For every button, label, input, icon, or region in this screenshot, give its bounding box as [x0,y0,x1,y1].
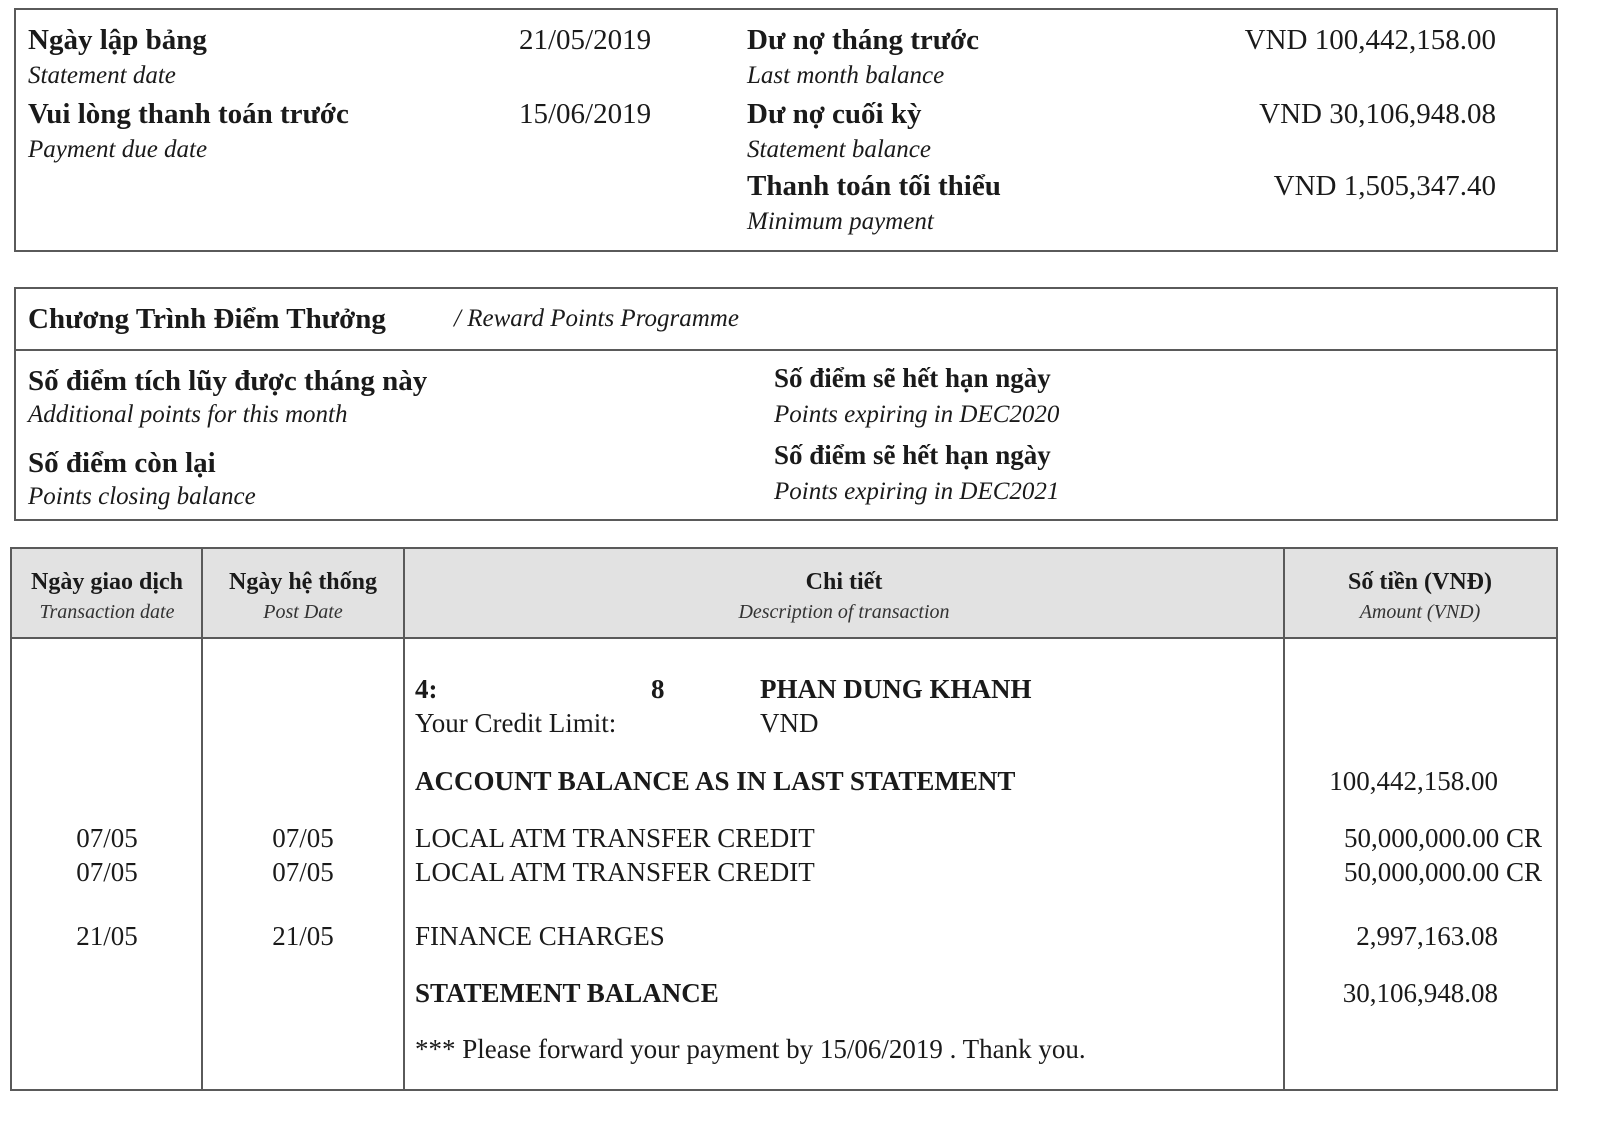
reward-title-en: / Reward Points Programme [454,305,739,332]
statement-balance-label: Dư nợ cuối kỳ [747,98,922,130]
payment-reminder-note: *** Please forward your payment by 15/06/2019 . Thank you. [415,1034,1086,1064]
card-number-end: 8 [651,674,665,704]
row-description: LOCAL ATM TRANSFER CREDIT [415,823,815,853]
column-divider [1283,549,1285,1089]
header-post-date-en: Post Date [263,601,343,623]
due-date-label-en: Payment due date [28,136,208,163]
statement-date-label-en: Statement date [28,62,176,89]
header-description-en: Description of transaction [738,601,950,623]
header-transaction-date-en: Transaction date [39,601,175,623]
row-amount: 30,106,948.08 [1342,978,1498,1008]
row-description: STATEMENT BALANCE [415,978,719,1008]
reward-points-section [14,287,1558,521]
card-holder-name: PHAN DUNG KHANH [760,674,1032,704]
expire-2021-label: Số điểm sẽ hết hạn ngày [774,440,1051,470]
closing-points-label-en: Points closing balance [28,483,256,510]
row-post-date: 07/05 [272,857,334,887]
row-transaction-date: 07/05 [76,823,138,853]
additional-points-label: Số điểm tích lũy được tháng này [28,365,428,397]
card-number-start: 4: [415,674,438,704]
header-transaction-date: Ngày giao dịch [30,569,183,595]
statement-balance-value: VND 30,106,948.08 [1259,98,1496,130]
table-header [12,549,1556,639]
row-transaction-date: 21/05 [76,921,138,951]
header-post-date: Ngày hệ thống [228,569,378,595]
due-date-label: Vui lòng thanh toán trước [28,98,349,130]
statement-date-label: Ngày lập bảng [28,24,207,56]
expire-2021-label-en: Points expiring in DEC2021 [774,478,1060,505]
row-amount: 2,997,163.08 [1356,921,1498,951]
credit-limit-label: Your Credit Limit: [415,708,617,738]
header-amount-en: Amount (VND) [1359,601,1481,623]
reward-divider [16,349,1556,351]
statement-balance-label-en: Statement balance [747,136,931,163]
min-payment-value: VND 1,505,347.40 [1273,170,1496,202]
row-description: FINANCE CHARGES [415,921,665,951]
additional-points-label-en: Additional points for this month [28,401,348,428]
row-amount: 50,000,000.00 CR [1343,823,1542,853]
column-divider [403,549,405,1089]
min-payment-label-en: Minimum payment [747,208,934,235]
reward-title: Chương Trình Điểm Thưởng [28,303,386,335]
due-date-value: 15/06/2019 [519,98,652,130]
transaction-table [10,547,1558,1091]
column-divider [201,549,203,1089]
row-post-date: 07/05 [272,823,334,853]
row-description: ACCOUNT BALANCE AS IN LAST STATEMENT [415,766,1016,796]
row-description: LOCAL ATM TRANSFER CREDIT [415,857,815,887]
closing-points-label: Số điểm còn lại [28,447,216,479]
last-balance-value: VND 100,442,158.00 [1244,24,1496,56]
min-payment-label: Thanh toán tối thiểu [747,170,1001,202]
statement-date-value: 21/05/2019 [519,24,652,56]
row-post-date: 21/05 [272,921,334,951]
row-amount: 100,442,158.00 [1329,766,1498,796]
credit-limit-currency: VND [760,708,819,738]
last-balance-label-en: Last month balance [747,62,945,89]
header-description: Chi tiết [805,569,883,595]
last-balance-label: Dư nợ tháng trước [747,24,980,56]
row-transaction-date: 07/05 [76,857,138,887]
expire-2020-label-en: Points expiring in DEC2020 [774,401,1060,428]
statement-summary [14,8,1558,252]
row-amount: 50,000,000.00 CR [1343,857,1542,887]
header-amount: Số tiền (VNĐ) [1348,569,1492,595]
expire-2020-label: Số điểm sẽ hết hạn ngày [774,363,1051,393]
